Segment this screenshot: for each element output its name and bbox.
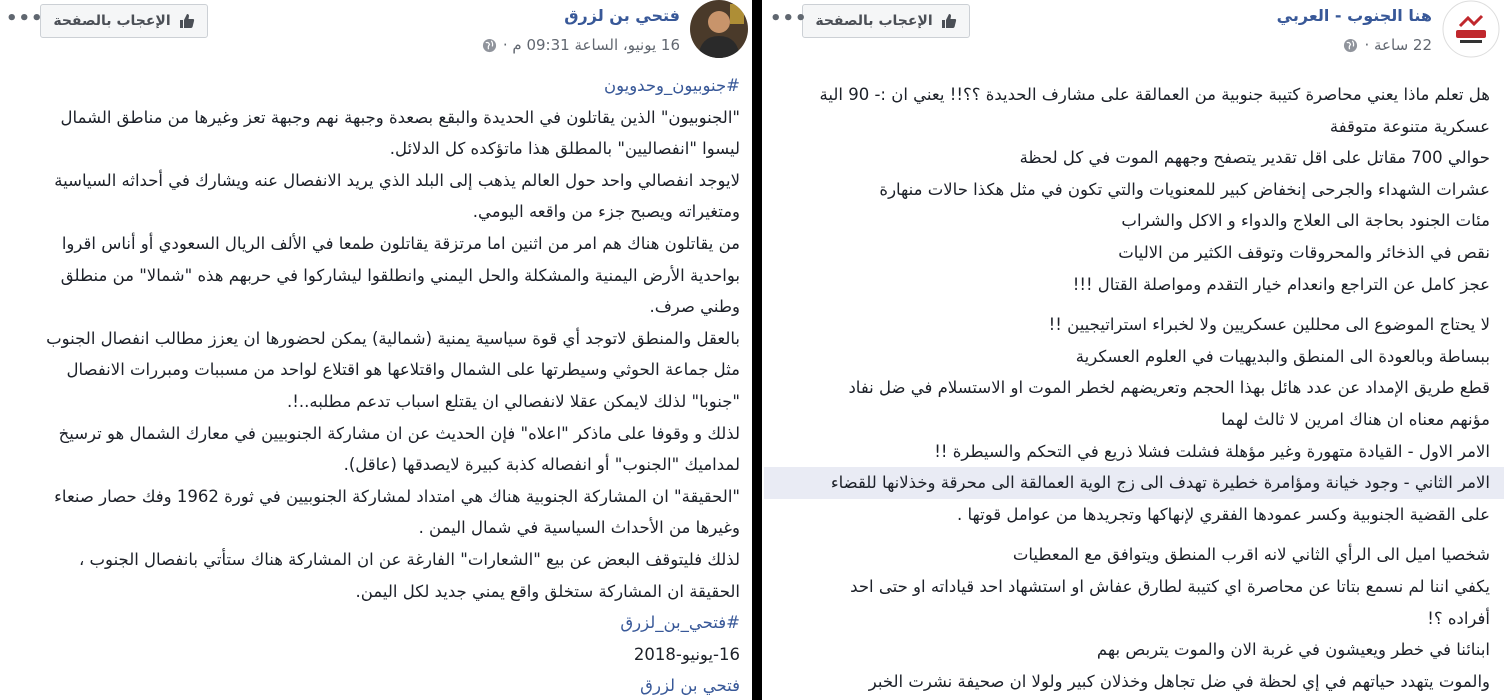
thumbs-up-icon (941, 13, 957, 29)
avatar[interactable] (690, 0, 748, 58)
post-line: يكفي اننا لم نسمع بتاتا عن محاصرة اي كتيبة لطارق عفاش او استشهاد احد قياداته او حتى احد (850, 576, 1490, 596)
post-header (0, 0, 752, 70)
post-header (762, 0, 1504, 70)
author-name[interactable]: هنا الجنوب - العربي (1276, 6, 1432, 25)
post-line: مثل جماعة الحوثي وسيطرتها على الشمال واقتلاعها هو اقتلاع لواحد من مسببات ومبررات الانفصال (66, 360, 740, 380)
post-line: ليسوا "انفصاليين" بالمطلق هذا ماتؤكده كل الدلائل. (389, 139, 740, 159)
post-line: لمداميك "الجنوب" أو انفصاله كذبة كبيرة لايصدقها (عاقل). (343, 455, 740, 475)
post-line: "الجنوبيون" الذين يقاتلون في الحديدة والبقع بصعدة وجبهة نهم وجبهة تعز وغيرها من مناطق الشمال (60, 107, 740, 127)
hashtag-link[interactable]: #جنوبيون_وحدويون (603, 76, 740, 95)
post-line: قطع طريق الإمداد عن عدد هائل بهذا الحجم وتعريضهم لخطر الموت او الاستسلام في ضل نفاد (848, 378, 1490, 398)
post-line: ومتغيراته ويصبح جزء من واقعه اليومي. (472, 202, 740, 222)
like-page-label: الإعجاب بالصفحة (815, 13, 933, 29)
post-line: حوالي 700 مقاتل على اقل تقدير يتصفح وجههم الموت في كل لحظة (1019, 148, 1490, 168)
post-line: لا يحتاج الموضوع الى محللين عسكريين ولا لخبراء استراتيجيين !! (1048, 315, 1490, 335)
more-options-icon[interactable]: ••• (770, 8, 808, 29)
post-line: الامر الاول - القيادة متهورة وغير مؤهلة فشلت فشلا ذريع في التحكم والسيطرة !! (934, 441, 1490, 461)
post-line: من يقاتلون هناك هم امر من اثنين اما مرتزقة يقاتلون طمعا في الألف الريال السعودي أو أناس اقروا (61, 233, 740, 253)
post-text (8, 70, 740, 700)
globe-icon (482, 38, 497, 53)
post-text (770, 79, 1490, 697)
highlighted-line: الامر الثاني - وجود خيانة ومؤامرة خطيرة تهدف الى زج الوية العمالقة الى محرقة وخذلانها للقضاء (764, 467, 1504, 499)
thumbs-up-icon (179, 13, 195, 29)
like-page-button[interactable] (40, 4, 208, 38)
post-line: مؤنهم معناه ان هناك امرين لا ثالث لهما (1221, 409, 1490, 429)
post-line: عشرات الشهداء والجرحى إنخفاض كبير للمعنويات والتي تكون في مثل هكذا حالات منهارة (879, 179, 1490, 199)
author-mention-link[interactable]: فتحي بن لزرق (640, 676, 740, 696)
post-line: مئات الجنود بحاجة الى العلاج والدواء و الاكل والشراب (1121, 211, 1490, 231)
avatar[interactable] (1442, 0, 1500, 58)
post-line: والموت يتهدد حياتهم في إي لحظة في ضل تجاهل وخذلان كبير ولولا ان صحيفة نشرت الخبر (868, 671, 1490, 691)
post-line: وغيرها من الأحداث السياسية في شمال اليمن . (418, 518, 740, 538)
post-line: عسكرية متنوعة متوقفة (1329, 116, 1490, 136)
post-line: على القضية الجنوبية وكسر عمودها الفقري لإنهاكها وتجريدها من عوامل قوتها . (957, 504, 1490, 524)
post-line: بواحدية الأرض اليمنية والمشكلة والحل اليمني وانطلقوا ليشاركوا في حربهم هذه "شمالا" من منطلق (60, 265, 740, 285)
post-line: لذلك و وقوفا على ماذكر "اعلاه" فإن الحديث عن ان مشاركة الجنوبيين في معارك الشمال هو ترسيخ (58, 423, 740, 443)
post-south-news (762, 0, 1504, 700)
author-name[interactable]: فتحي بن لزرق (564, 6, 680, 25)
hashtag-link[interactable]: #فتحي_بن_لزرق (620, 613, 740, 633)
post-line: ببساطة وبالعودة الى المنطق والبديهيات في العلوم العسكرية (1075, 346, 1490, 366)
like-page-button[interactable] (802, 4, 970, 38)
post-line: لذلك فليتوقف البعض عن بيع "الشعارات" الفارغة عن ان المشاركة هناك ستأتي بانفصال الجنوب ، (78, 549, 740, 569)
timestamp[interactable]: 16 يونيو، الساعة 09:31 م · (502, 36, 680, 54)
like-page-label: الإعجاب بالصفحة (53, 13, 171, 29)
post-line: الحقيقة ان المشاركة ستخلق واقع يمني جديد لكل اليمن. (355, 581, 740, 601)
post-line: وطني صرف. (649, 297, 740, 317)
post-line: هل تعلم ماذا يعني محاصرة كتيبة جنوبية من العمالقة على مشارف الحديدة ؟؟!! يعني ان :- 90 الية (819, 85, 1490, 104)
post-meta (1343, 36, 1432, 54)
timestamp[interactable]: 22 ساعة · (1364, 36, 1432, 54)
post-line: لايوجد انفصالي واحد حول العالم يذهب إلى البلد الذي يريد الانفصال عنه ويشارك في أحداثه السياسية (54, 170, 740, 190)
post-date-line: 16-يونيو-2018 (633, 644, 740, 664)
post-line: "جنوبا" لذلك لايمكن عقلا لانفصالي ان يقتلع اسباب تدعم مطلبه..!. (287, 391, 740, 411)
globe-icon (1343, 38, 1358, 53)
post-line: نقص في الذخائر والمحروقات وتوقف الكثير من الاليات (1118, 242, 1490, 262)
post-line: ابنائنا في خطر ويعيشون في غربة الان والموت يتربص بهم (1096, 640, 1490, 660)
post-meta (482, 36, 680, 54)
post-line: بالعقل والمنطق لاتوجد أي قوة سياسية يمنية (شمالية) يمكن لحضورها ان يعزز مطالب انفصال الجنوب (46, 328, 740, 348)
post-line: "الحقيقة" ان المشاركة الجنوبية هناك هي امتداد لمشاركة الجنوبيين في ثورة 1962 وفك حصار صنعاء (54, 486, 740, 506)
post-line: عجز كامل عن التراجع وانعدام خيار التقدم ومواصلة القتال !!! (1072, 274, 1490, 294)
post-line: شخصيا اميل الى الرأي الثاني لانه اقرب المنطق ويتوافق مع المعطيات (1012, 545, 1490, 565)
more-options-icon[interactable]: ••• (6, 8, 44, 29)
post-line: أفراده ؟! (1427, 608, 1490, 628)
